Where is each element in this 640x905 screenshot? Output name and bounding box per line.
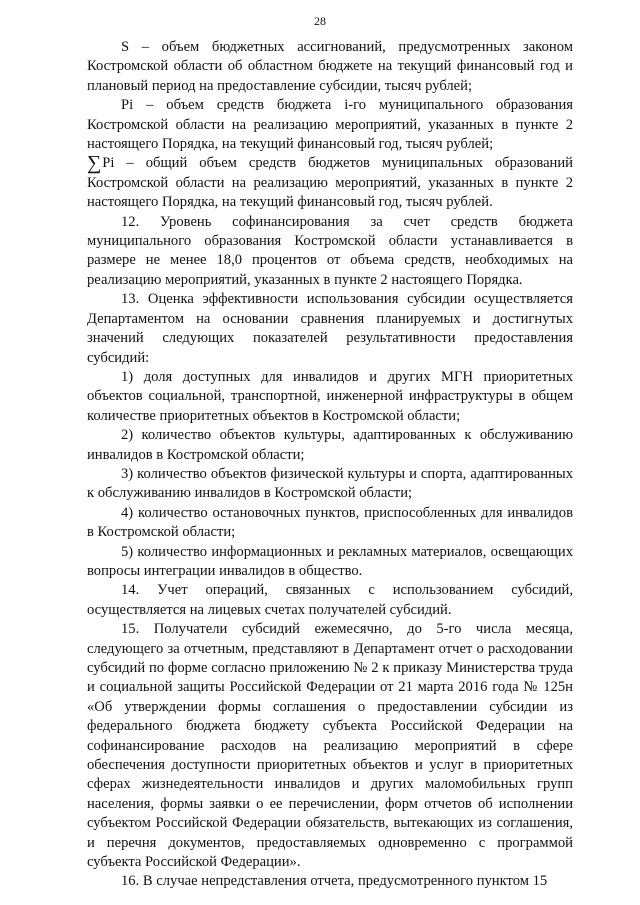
definition-sum-pi	[87, 154, 573, 212]
clause-15: 15. Получатели субсидий ежемесячно, до 5-го числа месяца, следующего за отчетным, представляют в Департамент отчет о расходовании субсидий по форме согласно приложению № 2 к приказу Министерства труда и социальной защиты Российской Федерации от 21 марта 2016 года № 125н «Об утверждении формы соглашения о предоставлении субсидии из федерального бюджета бюджету субъекта Российской Федерации на софинансирование расходов на реализацию мероприятий в сфере обеспечения доступности приоритетных объектов и услуг в приоритетных сферах жизнедеятельности инвалидов и других маломобильных групп населения, формы заявки о ее перечислении, форм отчетов об исполнении субъектом Российской Федерации обязательств, вытекающих из соглашения, и перечня документов, предоставляемых одновременно с программой субъекта Российской Федерации».	[87, 621, 573, 871]
indicator-3: 3) количество объектов физической культуры и спорта, адаптированных к обслуживанию инвалидов в Костромской области;	[87, 465, 573, 502]
sum-symbol: ∑	[87, 152, 102, 175]
indicator-4: 4) количество остановочных пунктов, приспособленных для инвалидов в Костромской области;	[87, 504, 573, 541]
indicator-5: 5) количество информационных и рекламных материалов, освещающих вопросы интеграции инвалидов в общество.	[87, 543, 573, 579]
indicator-1: 1) доля доступных для инвалидов и других МГН приоритетных объектов социальной, транспортной, инженерной инфраструктуры в общем количестве приоритетных объектов в Костромской области;	[87, 368, 573, 424]
page-number: 28	[314, 14, 326, 28]
clause-13: 13. Оценка эффективности использования субсидии осуществляется Департаментом на основании сравнения планируемых и достигнутых значений следующих показателей результативности предоставления субсидий:	[87, 291, 573, 366]
indicator-2: 2) количество объектов культуры, адаптированных к обслуживанию инвалидов в Костромской области;	[87, 427, 573, 463]
document-body	[87, 38, 573, 892]
definition-pi: Pi – объем средств бюджета i-го муниципального образования Костромской области на реализацию мероприятий, указанных в пункте 2 настоящего Порядка, на текущий финансовый год, тысяч рублей;	[87, 97, 573, 153]
clause-12: 12. Уровень софинансирования за счет средств бюджета муниципального образования Костромской области устанавливается в размере не менее 18,0 процентов от объема средств, необходимых на реализацию мероприятий, указанных в пункте 2 настоящего Порядка.	[87, 213, 573, 288]
definition-s: S – объем бюджетных ассигнований, предусмотренных законом Костромской области об областном бюджете на текущий финансовый год и плановый период на предоставление субсидии, тысяч рублей;	[87, 39, 573, 94]
sum-definition-text: Pi – общий объем средств бюджетов муниципальных образований Костромской области на реализацию мероприятий, указанных в пункте 2 настоящего Порядка, на текущий финансовый год, тысяч рублей.	[87, 155, 573, 211]
clause-16: 16. В случае непредставления отчета, предусмотренного пунктом 15	[121, 873, 548, 890]
clause-14: 14. Учет операций, связанных с использованием субсидий, осуществляется на лицевых счетах получателей субсидий.	[87, 582, 573, 618]
